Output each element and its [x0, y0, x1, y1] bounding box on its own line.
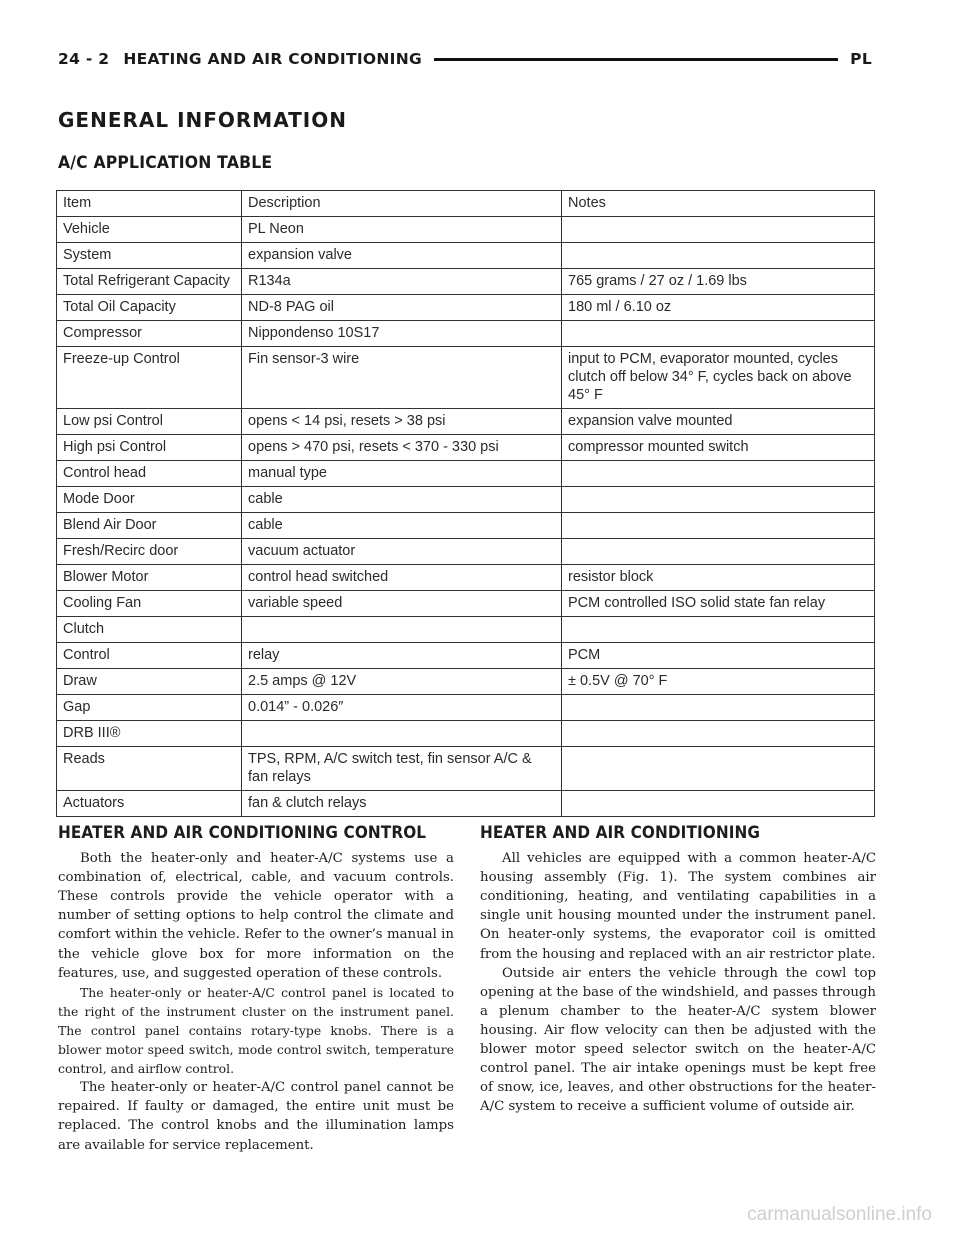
table-cell: cable — [242, 513, 562, 539]
table-cell: TPS, RPM, A/C switch test, fin sensor A/C & fan relays — [242, 747, 562, 791]
paragraph: Both the heater-only and heater-A/C systems use a combination of, electrical, cable, and vacuum controls. These controls provide the vehicle operator with a number of setting options to help control the climate and comfort within the vehicle. Refer to the owner’s manual in the vehicle glove box for more information on the features, use, and suggested operation of these controls. — [58, 851, 454, 981]
table-cell: relay — [242, 643, 562, 669]
table-row — [57, 539, 875, 565]
system-section — [480, 824, 876, 1116]
table-cell: PL Neon — [242, 217, 562, 243]
table-cell: Control — [57, 643, 242, 669]
table-cell — [562, 747, 875, 791]
table-cell: Reads — [57, 747, 242, 791]
table-cell — [562, 721, 875, 747]
paragraph: Outside air enters the vehicle through the cowl top opening at the base of the windshield, and passes through a plenum chamber to the heater-A/C system blower housing. Air flow velocity can then be adjusted with the blower motor speed selector switch on the heater-A/C control panel. The air intake openings must be kept free of snow, ice, leaves, and other obstructions for the heater-A/C system to receive a sufficient volume of outside air. — [480, 965, 876, 1115]
table-cell: 2.5 amps @ 12V — [242, 669, 562, 695]
table-cell: Freeze-up Control — [57, 347, 242, 409]
table-cell: 0.014” - 0.026″ — [242, 695, 562, 721]
table-cell — [242, 617, 562, 643]
ac-application-table — [56, 190, 875, 817]
table-cell — [562, 617, 875, 643]
table-cell — [562, 321, 875, 347]
table-cell: Total Oil Capacity — [57, 295, 242, 321]
table-cell: cable — [242, 487, 562, 513]
table-cell: Blend Air Door — [57, 513, 242, 539]
table-row — [57, 243, 875, 269]
table-cell: DRB III® — [57, 721, 242, 747]
table-row — [57, 295, 875, 321]
table-cell: vacuum actuator — [242, 539, 562, 565]
table-cell: High psi Control — [57, 435, 242, 461]
model-code: PL — [850, 50, 872, 68]
table-row — [57, 791, 875, 817]
table-row — [57, 435, 875, 461]
table-cell: Fin sensor-3 wire — [242, 347, 562, 409]
table-cell: Blower Motor — [57, 565, 242, 591]
table-cell: compressor mounted switch — [562, 435, 875, 461]
table-row — [57, 487, 875, 513]
table-cell: Nippondenso 10S17 — [242, 321, 562, 347]
table-cell — [562, 539, 875, 565]
page-header — [58, 46, 872, 72]
table-cell: manual type — [242, 461, 562, 487]
header-rule — [434, 58, 838, 61]
table-cell: Fresh/Recirc door — [57, 539, 242, 565]
page-title: GENERAL INFORMATION — [58, 108, 347, 132]
table-title: A/C APPLICATION TABLE — [58, 153, 273, 173]
table-row — [57, 591, 875, 617]
table-cell: R134a — [242, 269, 562, 295]
table-row — [57, 269, 875, 295]
table-row — [57, 643, 875, 669]
table-row — [57, 669, 875, 695]
table-cell: Low psi Control — [57, 409, 242, 435]
table-cell — [562, 487, 875, 513]
table-cell — [562, 243, 875, 269]
table-row — [57, 747, 875, 791]
table-cell — [562, 695, 875, 721]
paragraph: All vehicles are equipped with a common heater-A/C housing assembly (Fig. 1). The system combines air conditioning, heating, and ventilating capabilities in a single unit housing mounted under the instrument panel. On heater-only systems, the evaporator coil is omitted from the housing and replaced with an air restrictor plate. — [480, 851, 876, 962]
table-cell: ± 0.5V @ 70° F — [562, 669, 875, 695]
table-row — [57, 695, 875, 721]
table-cell: Total Refrigerant Capacity — [57, 269, 242, 295]
table-cell: opens > 470 psi, resets < 370 - 330 psi — [242, 435, 562, 461]
table-cell: Description — [242, 191, 562, 217]
control-heading: HEATER AND AIR CONDITIONING CONTROL — [58, 823, 427, 843]
table-cell: ND-8 PAG oil — [242, 295, 562, 321]
table-cell: expansion valve — [242, 243, 562, 269]
paragraph: The heater-only or heater-A/C control panel is located to the right of the instrument cluster on the instrument panel. The control panel contains rotary-type knobs. There is a blower motor speed switch, mode control switch, temperature control, and airflow control. — [58, 984, 454, 1077]
page-number: 24 - 2 — [58, 50, 110, 68]
table-cell: Cooling Fan — [57, 591, 242, 617]
table-cell: Compressor — [57, 321, 242, 347]
table-cell: control head switched — [242, 565, 562, 591]
table-row — [57, 617, 875, 643]
table-cell: System — [57, 243, 242, 269]
watermark: carmanualsonline.info — [747, 1204, 932, 1225]
table-cell: Actuators — [57, 791, 242, 817]
table-cell: PCM controlled ISO solid state fan relay — [562, 591, 875, 617]
table-cell: Clutch — [57, 617, 242, 643]
table-row — [57, 513, 875, 539]
control-section — [58, 824, 454, 1155]
table-row — [57, 565, 875, 591]
table-row — [57, 409, 875, 435]
table-cell: fan & clutch relays — [242, 791, 562, 817]
table-cell: Item — [57, 191, 242, 217]
table-cell: variable speed — [242, 591, 562, 617]
paragraph: The heater-only or heater-A/C control panel cannot be repaired. If faulty or damaged, the entire unit must be replaced. The control knobs and the illumination lamps are available for service replacement. — [58, 1080, 454, 1153]
table-cell: Notes — [562, 191, 875, 217]
section-title: HEATING AND AIR CONDITIONING — [123, 50, 423, 68]
table-header-row — [57, 191, 875, 217]
table-cell: resistor block — [562, 565, 875, 591]
table-row — [57, 461, 875, 487]
table-cell: Control head — [57, 461, 242, 487]
table-cell: Gap — [57, 695, 242, 721]
table-cell: 180 ml / 6.10 oz — [562, 295, 875, 321]
table-cell — [242, 721, 562, 747]
table-cell: 765 grams / 27 oz / 1.69 lbs — [562, 269, 875, 295]
table-row — [57, 217, 875, 243]
table-cell — [562, 513, 875, 539]
table-cell: Vehicle — [57, 217, 242, 243]
table-row — [57, 321, 875, 347]
table-cell: expansion valve mounted — [562, 409, 875, 435]
table-cell: Draw — [57, 669, 242, 695]
table-cell: Mode Door — [57, 487, 242, 513]
table-cell: opens < 14 psi, resets > 38 psi — [242, 409, 562, 435]
system-heading: HEATER AND AIR CONDITIONING — [480, 823, 761, 843]
table-cell: input to PCM, evaporator mounted, cycles clutch off below 34° F, cycles back on above 45° F — [562, 347, 875, 409]
table-cell — [562, 461, 875, 487]
table-cell: PCM — [562, 643, 875, 669]
table-cell — [562, 217, 875, 243]
table-row — [57, 721, 875, 747]
table-row — [57, 347, 875, 409]
table-cell — [562, 791, 875, 817]
